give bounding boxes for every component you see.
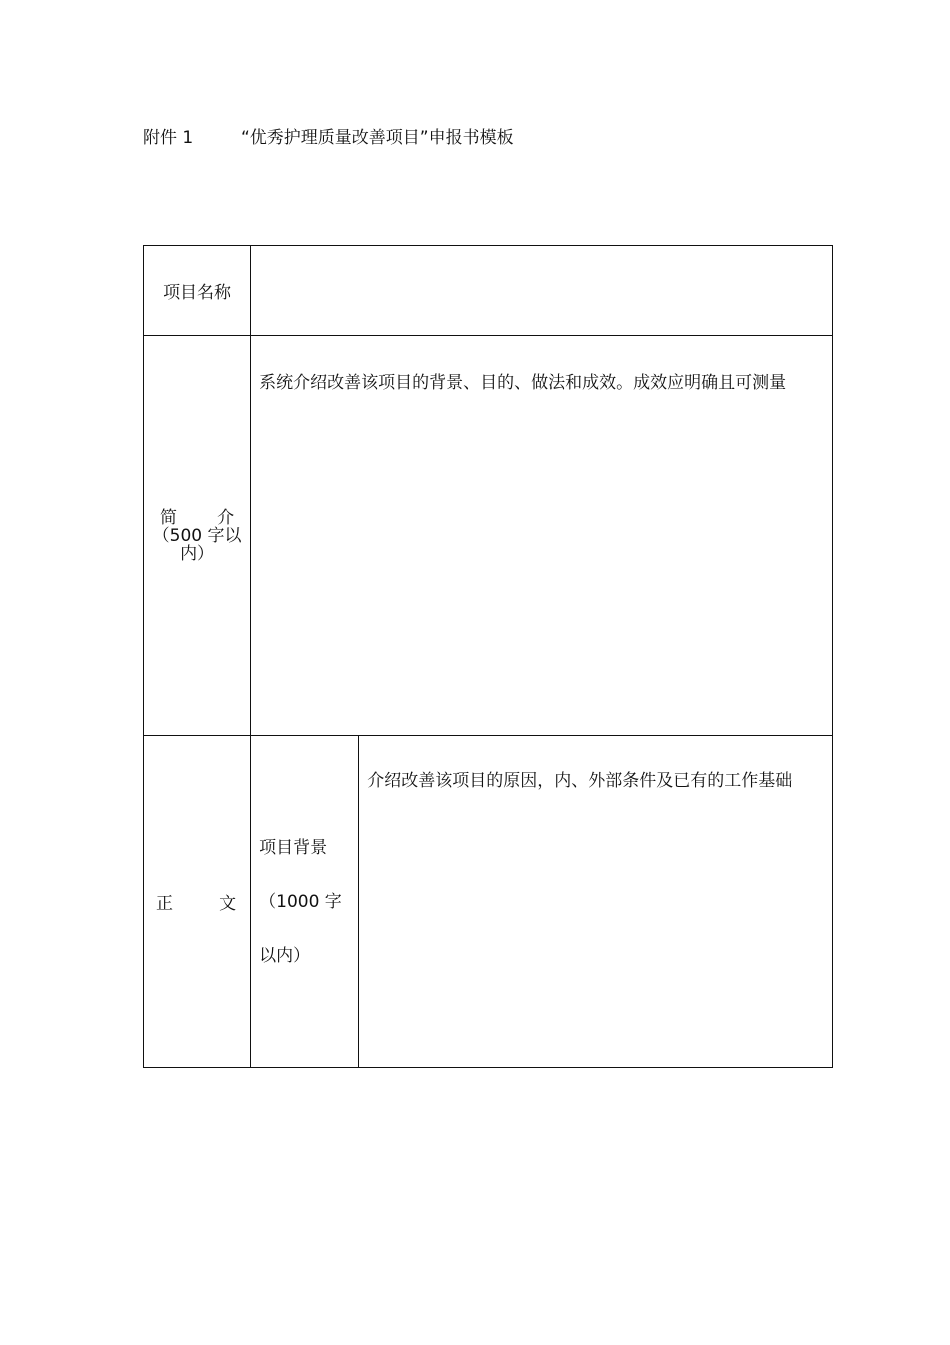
background-label: 项目背景（1000 字以内） [251, 736, 359, 1068]
summary-label [144, 336, 251, 736]
project-name-field[interactable] [251, 246, 833, 336]
summary-row [144, 336, 833, 736]
body-label [144, 736, 251, 1068]
summary-label-char2: 介 [217, 507, 235, 528]
project-name-row [144, 246, 833, 336]
summary-limit-label: （500 字以内） [152, 525, 242, 564]
attachment-label: 附件 1 [143, 128, 194, 148]
body-background-row [144, 736, 833, 1068]
summary-field[interactable]: 系统介绍改善该项目的背景、目的、做法和成效。成效应明确且可测量 [251, 336, 833, 736]
document-heading [143, 126, 514, 150]
summary-label-char1: 简 [160, 507, 177, 528]
document-title: “优秀护理质量改善项目”申报书模板 [241, 128, 514, 148]
project-name-label: 项目名称 [144, 246, 251, 336]
application-form-table [143, 245, 833, 1068]
body-label-char2: 文 [219, 894, 237, 914]
background-field[interactable]: 介绍改善该项目的原因，内、外部条件及已有的工作基础 [359, 736, 833, 1068]
body-label-char1: 正 [156, 894, 173, 914]
